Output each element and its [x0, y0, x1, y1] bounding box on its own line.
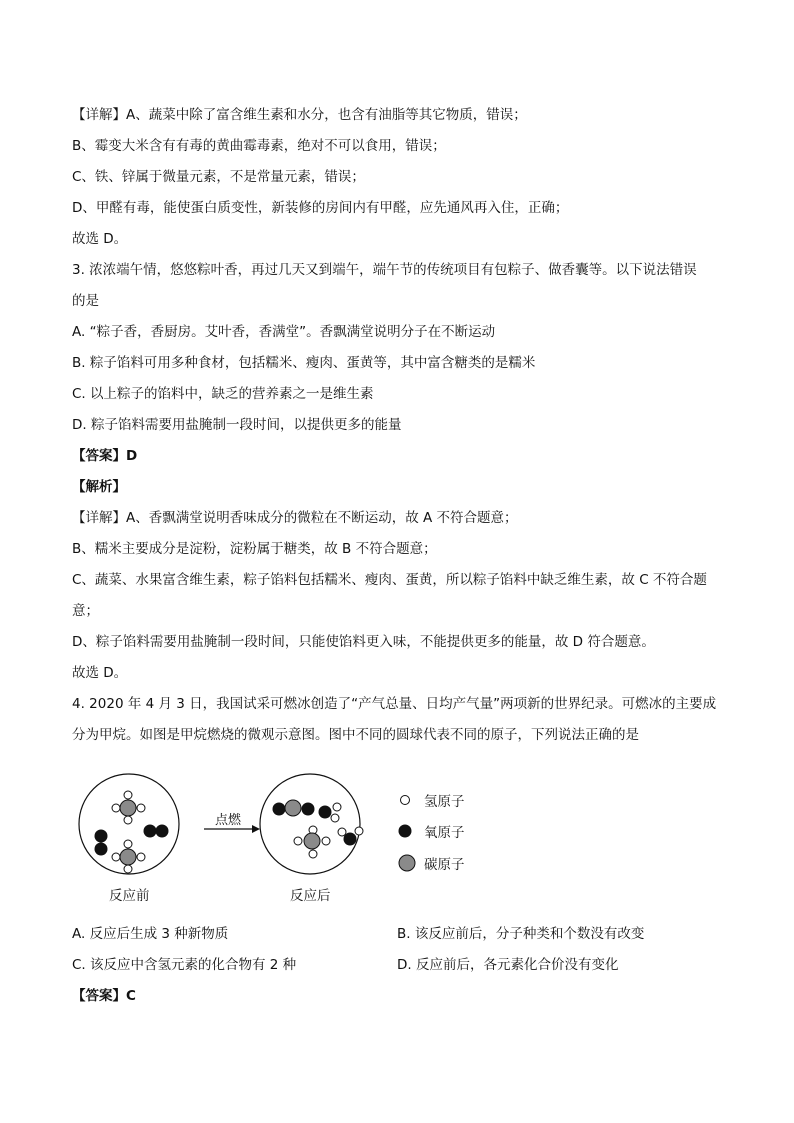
oxygen-atom [319, 806, 332, 819]
hydrogen-atom [333, 803, 341, 811]
after-circle [260, 774, 360, 874]
oxygen-atom [144, 825, 157, 838]
hydrogen-atom [294, 837, 302, 845]
text-line: B、霉变大米含有有毒的黄曲霉毒素，绝对不可以食用，错误； [72, 138, 446, 154]
text-line: 【详解】A、香飘满堂说明香味成分的微粒在不断运动，故 A 不符合题意； [72, 510, 518, 526]
hydrogen-atom [124, 865, 132, 873]
text-line: 【详解】A、蔬菜中除了富含维生素和水分，也含有油脂等其它物质，错误； [72, 107, 527, 123]
before-label: 反应前 [109, 888, 150, 904]
legend-hydrogen [398, 791, 465, 809]
option-c: C. 以上粽子的馅料中，缺乏的营养素之一是维生素 [72, 386, 374, 402]
option-b: B. 粽子馅料可用多种食材，包括糯米、瘦肉、蛋黄等，其中富含糖类的是糯米 [72, 355, 536, 371]
oxygen-atom [273, 803, 286, 816]
carbon-icon [398, 854, 416, 872]
hydrogen-atom [331, 814, 339, 822]
hydrogen-atom [112, 804, 120, 812]
question-4-stem-cont: 分为甲烷。如图是甲烷燃烧的微观示意图。图中不同的圆球代表不同的原子，下列说法正确的是 [72, 727, 639, 743]
answer-label: 【答案】D [72, 448, 138, 464]
arrow-label: 点燃 [215, 813, 242, 828]
legend-carbon-label: 碳原子 [424, 857, 465, 873]
oxygen-atom [95, 830, 108, 843]
question-3-stem-cont: 的是 [72, 293, 99, 309]
analysis-label: 【解析】 [72, 479, 126, 495]
q4-answer: 【答案】C [72, 988, 136, 1004]
text-line: 故选 D。 [72, 665, 128, 681]
q4-option-b: B. 该反应前后，分子种类和个数没有改变 [397, 926, 645, 942]
text-line: C、铁、锌属于微量元素，不是常量元素，错误； [72, 169, 365, 185]
q4-option-c: C. 该反应中含氢元素的化合物有 2 种 [72, 957, 297, 973]
hydrogen-atom [322, 837, 330, 845]
text-line: 意； [72, 603, 99, 619]
text-line: C、蔬菜、水果富含维生素，粽子馅料包括糯米、瘦肉、蛋黄，所以粽子馅料中缺乏维生素，故 C 不符合题 [72, 572, 707, 588]
oxygen-atom [302, 803, 315, 816]
hydrogen-atom [309, 850, 317, 858]
carbon-atom [120, 800, 136, 816]
text-line: D、粽子馅料需要用盐腌制一段时间，只能使馅料更入味，不能提供更多的能量，故 D 符合题意。 [72, 634, 655, 650]
hydrogen-atom [137, 804, 145, 812]
option-a: A. “粽子香，香厨房。艾叶香，香满堂”。香飘满堂说明分子在不断运动 [72, 324, 496, 340]
question-3-stem: 3. 浓浓端午情，悠悠粽叶香，再过几天又到端午，端午节的传统项目有包粽子、做香囊等。以下说法错误 [72, 262, 697, 278]
oxygen-atom [156, 825, 169, 838]
oxygen-atom [95, 843, 108, 856]
hydrogen-atom [124, 840, 132, 848]
legend-hydrogen-label: 氢原子 [424, 794, 465, 810]
text-line: 故选 D。 [72, 231, 128, 247]
carbon-atom [120, 849, 136, 865]
option-d: D. 粽子馅料需要用盐腌制一段时间，以提供更多的能量 [72, 417, 402, 433]
hydrogen-icon [398, 793, 412, 807]
carbon-atom [304, 833, 320, 849]
arrow-head [252, 825, 260, 833]
legend-carbon [398, 854, 465, 872]
question-4-stem: 4. 2020 年 4 月 3 日，我国试采可燃冰创造了“产气总量、日均产气量”两项新的世界纪录。可燃冰的主要成 [72, 696, 717, 712]
q4-option-d: D. 反应前后，各元素化合价没有变化 [397, 957, 619, 973]
legend-oxygen-label: 氧原子 [424, 825, 465, 841]
text-line: D、甲醛有毒，能使蛋白质变性，新装修的房间内有甲醛，应先通风再入住，正确； [72, 200, 569, 216]
atom-legend [398, 788, 518, 878]
hydrogen-atom [355, 827, 363, 835]
carbon-atom [285, 800, 301, 816]
hydrogen-atom [124, 816, 132, 824]
text-line: B、糯米主要成分是淀粉，淀粉属于糖类，故 B 不符合题意； [72, 541, 437, 557]
after-label: 反应后 [290, 888, 331, 904]
q4-option-a: A. 反应后生成 3 种新物质 [72, 926, 229, 942]
legend-oxygen [398, 822, 465, 840]
hydrogen-atom [338, 828, 346, 836]
hydrogen-atom [112, 853, 120, 861]
hydrogen-atom [124, 791, 132, 799]
hydrogen-atom [137, 853, 145, 861]
oxygen-icon [398, 824, 412, 838]
